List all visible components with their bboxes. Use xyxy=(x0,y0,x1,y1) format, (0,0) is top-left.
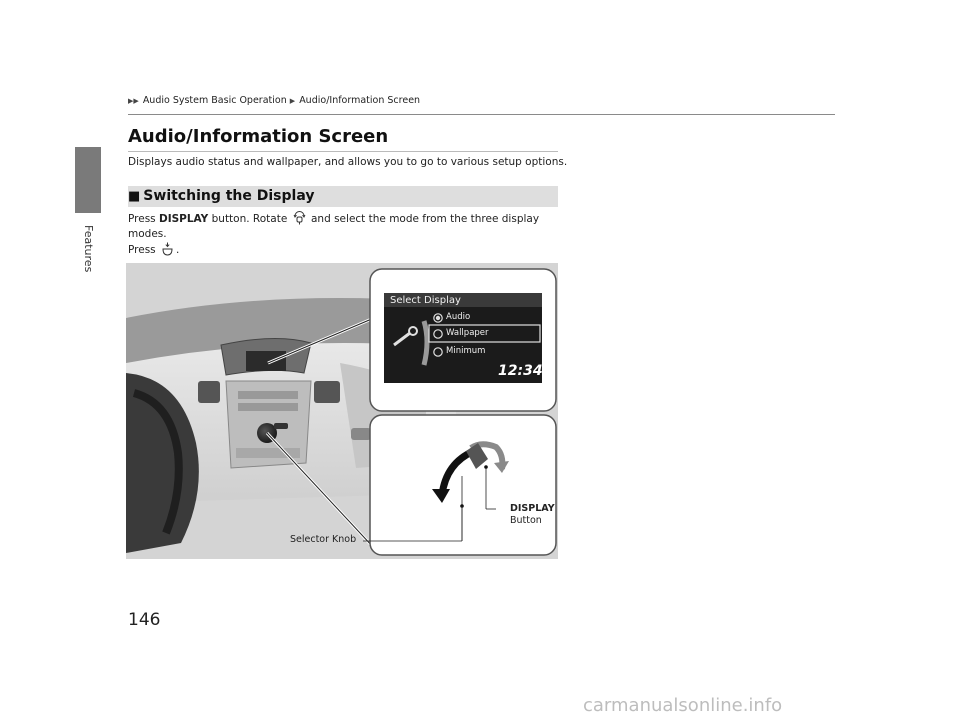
breadcrumb xyxy=(128,95,420,106)
period: . xyxy=(175,244,180,256)
dashboard-illustration xyxy=(126,263,558,559)
press-word: Press xyxy=(128,213,156,225)
right-vent xyxy=(314,381,340,403)
section-header xyxy=(128,186,558,207)
breadcrumb-arrow-icon: ▶▶ xyxy=(128,97,139,105)
center-display xyxy=(246,351,286,371)
display-button-callout-sub: Button xyxy=(510,515,542,526)
option-wallpaper[interactable]: Wallpaper xyxy=(446,328,489,338)
display-button-callout xyxy=(510,503,555,527)
dashboard-figure xyxy=(126,263,558,559)
screen-title: Select Display xyxy=(390,295,461,306)
push-knob-icon xyxy=(161,242,174,256)
press-word: Press xyxy=(128,244,156,256)
chapter-tab xyxy=(75,147,101,213)
display-button-name: DISPLAY xyxy=(158,213,209,225)
clock-readout: 12:34 xyxy=(498,363,543,379)
instructions xyxy=(128,211,548,258)
title-divider xyxy=(128,151,558,152)
option-minimum[interactable]: Minimum xyxy=(446,346,486,356)
page-number: 146 xyxy=(128,610,161,630)
instruction-text: and select the mode from the three display modes. xyxy=(128,213,540,240)
rotate-knob-icon xyxy=(293,211,306,225)
breadcrumb-item[interactable]: Audio/Information Screen xyxy=(299,95,421,106)
section-square-icon: ■ xyxy=(128,189,141,204)
selector-knob-callout: Selector Knob xyxy=(290,534,357,545)
page-title: Audio/Information Screen xyxy=(128,126,389,147)
section-title xyxy=(128,188,314,204)
instruction-text: button. Rotate xyxy=(211,213,288,225)
left-vent xyxy=(198,381,220,403)
watermark: carmanualsonline.info xyxy=(583,695,783,716)
breadcrumb-arrow-icon: ▶ xyxy=(289,97,296,105)
chapter-label: Features xyxy=(82,225,95,273)
breadcrumb-item[interactable]: Audio System Basic Operation xyxy=(142,95,287,106)
section-title-text: Switching the Display xyxy=(143,188,315,204)
header-divider xyxy=(128,114,835,115)
option-audio[interactable]: Audio xyxy=(446,312,471,322)
intro-text: Displays audio status and wallpaper, and allows you to go to various setup options. xyxy=(128,156,568,168)
knob-callout-panel xyxy=(370,415,556,555)
display-button-callout-bold: DISPLAY xyxy=(510,503,555,514)
